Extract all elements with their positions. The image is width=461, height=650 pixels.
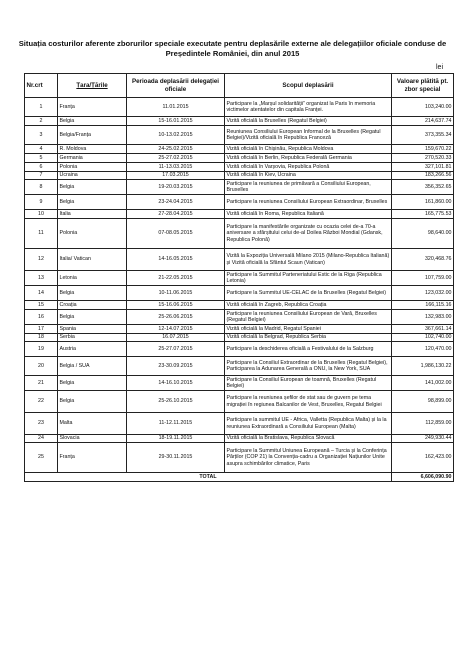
row-number: 18 — [25, 334, 58, 342]
row-period: 24-25.02.2015 — [127, 145, 225, 154]
row-number: 12 — [25, 249, 58, 271]
total-label: TOTAL — [25, 473, 392, 482]
currency-unit: lei — [436, 64, 444, 71]
row-country: Franța — [58, 443, 127, 473]
row-number: 9 — [25, 195, 58, 210]
row-country: Spania — [58, 325, 127, 334]
row-value: 162,423.00 — [392, 443, 454, 473]
row-number: 7 — [25, 172, 58, 180]
row-number: 16 — [25, 310, 58, 325]
row-country: Franța — [58, 98, 127, 117]
row-purpose: Participare la Consiliul European de toamnă, Bruxelles (Regatul Belgiei) — [225, 376, 392, 391]
row-country: Croația — [58, 301, 127, 310]
row-number: 11 — [25, 219, 58, 249]
row-period: 10-13.02.2015 — [127, 126, 225, 145]
row-number: 23 — [25, 413, 58, 435]
header-tara: Țara/Țările — [58, 74, 127, 98]
table-row — [25, 117, 454, 126]
row-value: 367,661.14 — [392, 325, 454, 334]
row-number: 15 — [25, 301, 58, 310]
row-purpose: Vizită oficială în Roma, Republica Italiană — [225, 210, 392, 219]
row-value: 112,859.00 — [392, 413, 454, 435]
table-row — [25, 357, 454, 376]
row-purpose: Vizită la Expoziția Universală Milano 2015 (Milano-Republica Italiană) și Vizită oficială la Sfântul Scaun (Vatican) — [225, 249, 392, 271]
row-country: Letonia — [58, 271, 127, 286]
row-number: 6 — [25, 163, 58, 172]
row-country: Polonia — [58, 219, 127, 249]
row-country: Polonia — [58, 163, 127, 172]
row-period: 11.01.2015 — [127, 98, 225, 117]
row-number: 19 — [25, 342, 58, 357]
row-purpose: Vizită oficială în Varșovia, Republica Polonă — [225, 163, 392, 172]
row-value: 103,240.00 — [392, 98, 454, 117]
row-period: 23-30.09.2015 — [127, 357, 225, 376]
row-number: 1 — [25, 98, 58, 117]
row-period: 15-16.01.2015 — [127, 117, 225, 126]
row-purpose: Vizită oficială în Berlin, Republica Federală Germania — [225, 154, 392, 163]
table-row — [25, 210, 454, 219]
row-period: 07-08.05.2015 — [127, 219, 225, 249]
row-period: 29-30.11.2015 — [127, 443, 225, 473]
row-value: 165,775.53 — [392, 210, 454, 219]
header-valoare: Valoare plătită pt. zbor special — [392, 74, 454, 98]
row-value: 327,101.81 — [392, 163, 454, 172]
row-number: 4 — [25, 145, 58, 154]
header-scop: Scopul deplasării — [225, 74, 392, 98]
table-row — [25, 334, 454, 342]
row-country: Belgia — [58, 391, 127, 413]
row-period: 25-26.10.2015 — [127, 391, 225, 413]
row-country: Serbia — [58, 334, 127, 342]
row-period: 25-26.06.2015 — [127, 310, 225, 325]
row-number: 8 — [25, 180, 58, 195]
row-period: 25-27.07.2015 — [127, 342, 225, 357]
table-row — [25, 325, 454, 334]
row-period: 27-28.04.2015 — [127, 210, 225, 219]
row-value: 161,860.00 — [392, 195, 454, 210]
table-row — [25, 286, 454, 301]
row-purpose: Participare la deschiderea oficială a Festivalului de la Salzburg — [225, 342, 392, 357]
row-number: 24 — [25, 435, 58, 443]
row-value: 141,002.00 — [392, 376, 454, 391]
row-country: Slovacia — [58, 435, 127, 443]
row-value: 120,470.00 — [392, 342, 454, 357]
row-purpose: Participare la Summitul Uniunea Europeană – Turcia și la Conferința Părților (COP 21) la Convenția-cadru a Organizației Națiunilor Unite asupra schimbărilor climatice, Paris — [225, 443, 392, 473]
row-value: 166,115.16 — [392, 301, 454, 310]
row-country: Malta — [58, 413, 127, 435]
row-country: Belgia/Franța — [58, 126, 127, 145]
row-period: 25-27.02.2015 — [127, 154, 225, 163]
costs-table — [24, 73, 454, 482]
row-value: 373,355.34 — [392, 126, 454, 145]
row-period: 19-20.03.2015 — [127, 180, 225, 195]
row-value: 132,983.00 — [392, 310, 454, 325]
row-value: 159,670.22 — [392, 145, 454, 154]
row-purpose: Participare la reuniunea șefilor de stat sau de guvern pe tema migrației în regiunea Balcanilor de Vest, Bruxelles, Regatul Belgiei — [225, 391, 392, 413]
row-purpose: Participare la Summitul Parteneriatului Estic de la Riga (Republica Letonia) — [225, 271, 392, 286]
row-value: 249,930.44 — [392, 435, 454, 443]
table-row — [25, 195, 454, 210]
row-purpose: Vizită oficială la Bruxelles (Regatul Belgiei) — [225, 117, 392, 126]
table-row — [25, 271, 454, 286]
row-country: Ucraina — [58, 172, 127, 180]
table-row — [25, 413, 454, 435]
row-value: 183,266.56 — [392, 172, 454, 180]
table-row — [25, 249, 454, 271]
row-country: Austria — [58, 342, 127, 357]
row-purpose: Participare la Summitul UE-CELAC de la Bruxelles (Regatul Belgiei) — [225, 286, 392, 301]
row-number: 3 — [25, 126, 58, 145]
row-purpose: Participare la reuniunea Consiliului European de Vară, Bruxelles (Regatul Belgiei) — [225, 310, 392, 325]
row-country: Italia/ Vatican — [58, 249, 127, 271]
row-purpose: Vizită oficială în Zagreb, Republica Croația — [225, 301, 392, 310]
row-purpose: Participare la summitul UE - Africa, Valletta (Republica Malta) și la la reuniunea Extraordinară a Consiliului European (Malta) — [225, 413, 392, 435]
table-row — [25, 219, 454, 249]
table-row — [25, 310, 454, 325]
row-period: 11-12.11.2015 — [127, 413, 225, 435]
table-row — [25, 342, 454, 357]
table-row — [25, 172, 454, 180]
row-number: 22 — [25, 391, 58, 413]
row-value: 320,468.76 — [392, 249, 454, 271]
row-value: 98,899.00 — [392, 391, 454, 413]
row-number: 14 — [25, 286, 58, 301]
table-row — [25, 145, 454, 154]
total-row — [25, 473, 454, 482]
row-purpose: Participare la reuniunea Consiliului European Extraordinar, Bruxelles — [225, 195, 392, 210]
row-period: 11-13.03.2015 — [127, 163, 225, 172]
row-country: Belgia — [58, 376, 127, 391]
row-number: 5 — [25, 154, 58, 163]
row-number: 25 — [25, 443, 58, 473]
row-number: 17 — [25, 325, 58, 334]
row-purpose: Participare la reuniunea de primăvară a Consiliului European, Bruxelles — [225, 180, 392, 195]
row-value: 107,759.00 — [392, 271, 454, 286]
table-row — [25, 98, 454, 117]
table-row — [25, 163, 454, 172]
table-row — [25, 301, 454, 310]
table-row — [25, 391, 454, 413]
row-purpose: Vizită oficială la Madrid, Regatul Spaniei — [225, 325, 392, 334]
row-period: 18-19.11.2015 — [127, 435, 225, 443]
row-country: Belgia — [58, 195, 127, 210]
page-title: Situația costurilor aferente zborurilor speciale executate pentru deplasările externe ale delegațiilor oficiale conduse de Președintele României, din anul 2015 — [18, 39, 447, 58]
row-country: Italia — [58, 210, 127, 219]
row-period: 21-22.05.2015 — [127, 271, 225, 286]
row-period: 12-14.07.2015 — [127, 325, 225, 334]
row-value: 123,032.00 — [392, 286, 454, 301]
row-purpose: Participare la Consiliul Extraordinar de la Bruxelles (Regatul Belgiei), Participarea la Adunarea Generală a ONU, la New York, SUA — [225, 357, 392, 376]
row-purpose: Vizită oficială la Bratislava, Republica Slovacă — [225, 435, 392, 443]
row-country: R. Moldova — [58, 145, 127, 154]
row-value: 1,986,130.22 — [392, 357, 454, 376]
row-period: 14-16.10.2015 — [127, 376, 225, 391]
row-country: Belgia / SUA — [58, 357, 127, 376]
row-country: Belgia — [58, 117, 127, 126]
row-country: Belgia — [58, 310, 127, 325]
table-body — [25, 98, 454, 482]
row-value: 214,637.74 — [392, 117, 454, 126]
row-purpose: Vizită oficială la Belgrad, Republica Serbia — [225, 334, 392, 342]
row-number: 13 — [25, 271, 58, 286]
row-purpose: Vizită oficială în Chișinău, Republica Moldova — [225, 145, 392, 154]
row-value: 102,740.00 — [392, 334, 454, 342]
row-value: 98,640.00 — [392, 219, 454, 249]
row-value: 356,352.65 — [392, 180, 454, 195]
header-perioada: Perioada deplasării delegației oficiale — [127, 74, 225, 98]
row-country: Belgia — [58, 286, 127, 301]
row-period: 16.07.2015 — [127, 334, 225, 342]
row-country: Germania — [58, 154, 127, 163]
table-row — [25, 435, 454, 443]
table-header-row — [25, 74, 454, 98]
row-period: 17.03.2015 — [127, 172, 225, 180]
row-value: 270,520.33 — [392, 154, 454, 163]
table-row — [25, 126, 454, 145]
header-nr: Nr.crt — [25, 74, 58, 98]
row-number: 10 — [25, 210, 58, 219]
row-country: Belgia — [58, 180, 127, 195]
row-purpose: Reuniunea Consiliului European Informal de la Bruxelles (Regatul Belgiei)/Vizită oficială în Republica Franceză — [225, 126, 392, 145]
row-period: 10-11.06.2015 — [127, 286, 225, 301]
total-value: 6,606,090.90 — [392, 473, 454, 482]
table-row — [25, 376, 454, 391]
table-row — [25, 443, 454, 473]
row-purpose: Participare la manifestările organizate cu ocazia celei de-a 70-a aniversare a sfârșitului celui de-al Doilea Război Mondial (Gdansk, Republica Polonă) — [225, 219, 392, 249]
row-number: 21 — [25, 376, 58, 391]
row-number: 20 — [25, 357, 58, 376]
row-period: 15-16.06.2015 — [127, 301, 225, 310]
table-row — [25, 154, 454, 163]
row-purpose: Participare la „Marșul solidarității” organizat la Paris în memoria victimelor atentatelor din capitala Franței. — [225, 98, 392, 117]
row-period: 23-24.04.2015 — [127, 195, 225, 210]
row-number: 2 — [25, 117, 58, 126]
row-purpose: Vizită oficială în Kiev, Ucraina — [225, 172, 392, 180]
table-row — [25, 180, 454, 195]
row-period: 14-16.05.2015 — [127, 249, 225, 271]
